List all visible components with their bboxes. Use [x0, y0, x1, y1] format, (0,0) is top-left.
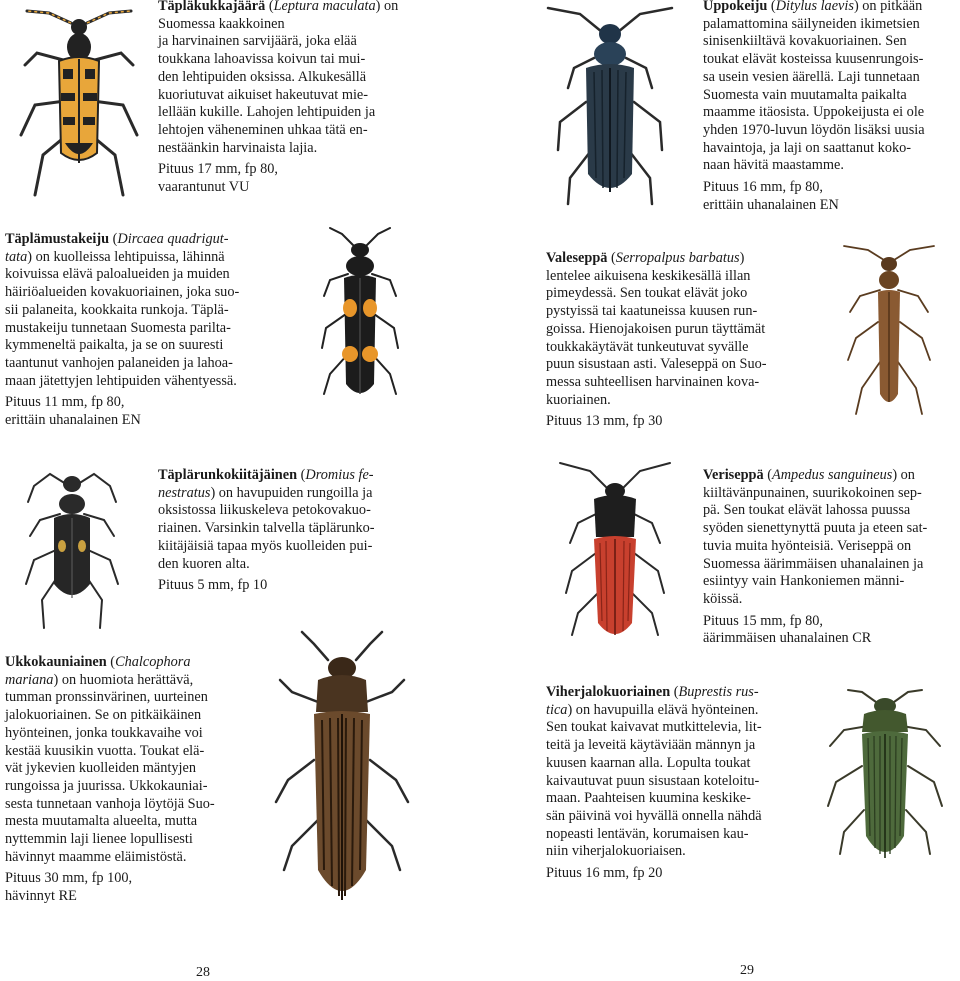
species-name: Täplärunkokiitäjäinen — [158, 467, 298, 483]
text-line: tuvia muita hyönteisiä. Veriseppä on — [703, 537, 912, 554]
page-number-left: 28 — [196, 965, 210, 980]
species-size: Pituus 13 mm, fp 30 — [546, 413, 663, 430]
text-line: goissa. Hienojakoisen purun täyttämät — [546, 320, 766, 337]
species-latin-name: Buprestis rus- — [678, 684, 759, 700]
text-line: messa suhteellisen harvinainen kova- — [546, 373, 760, 390]
text-line: maan. Paahteisen kuumina keskike- — [546, 790, 751, 807]
text-line: on pitkään — [862, 0, 923, 14]
species-size: Pituus 15 mm, fp 80, — [703, 612, 823, 629]
text-line: pimeydessä. Sen toukat elävät joko — [546, 285, 748, 302]
text-line: teitä ja leveitä käytäviään männyn ja — [546, 737, 756, 754]
text-line: on huomiota herättävä, — [61, 671, 194, 688]
serropalpus-barbatus-illustration — [832, 242, 947, 422]
species-size: Pituus 30 mm, fp 100, — [5, 870, 133, 887]
text-line: riainen. Varsinkin talvella täplärunko- — [158, 520, 375, 537]
serropalpus-barbatus-description: Valeseppä (Serropalpus barbatus) lentelee aikuisena keskikesällä illan pimeydessä. Sen toukat elävät joko pystyissä tai kaatuneissa kuusen run- goissa. Hienojakoisen purun täyttämät toukkakäytävät tunkeutuvat syvälle puun sisustaan asti. Valeseppä on Suo- messa suhteellisen harvinainen kova- kuoriainen. Pituus 13 mm, fp 30 — [546, 250, 796, 431]
text-line: maamme itäosista. Uppokeijusta ei ole — [703, 104, 925, 121]
ampedus-sanguineus-description: Veriseppä (Ampedus sanguineus) on kiiltävänpunainen, suurikokoinen sep- pä. Sen toukat elävät lahossa puussa syöden sienettynyttä puuta ja eteen sat- tuvia muita hyönteisiä. Veriseppä on Suomessa äärimmäisen uhanalainen ja esiintyy vain Hankoniemen männi- köissä. Pituus 15 mm, fp 80, äärimmäisen uhanalainen CR — [703, 467, 958, 648]
species-latin-name: Dromius fe- — [305, 467, 374, 483]
species-name: Uppokeiju — [703, 0, 768, 14]
species-latin-name-cont: tata — [5, 248, 28, 265]
leptura-maculata-illustration — [5, 5, 153, 200]
text-line: nyttemmin laji lienee lopullisesti — [5, 831, 193, 848]
text-line: Suomesta vain muutamalta paikalta — [703, 86, 907, 103]
text-line: sa usein vesien äärellä. Laji tunnetaan — [703, 68, 920, 85]
species-name: Veriseppä — [703, 467, 764, 483]
species-name: Ukkokauniainen — [5, 654, 107, 670]
species-size: Pituus 16 mm, fp 20 — [546, 865, 663, 882]
text-line: on Suomessa kaakkoinen — [158, 0, 399, 32]
text-line: kuoriutuvat aikuiset hakeutuvat mie- — [158, 86, 369, 103]
species-latin-name: Dircaea quadrigut- — [117, 231, 229, 247]
dircaea-quadriguttata-description: Täplämustakeiju (Dircaea quadrigut- tata) on kuolleissa lehtipuissa, lähinnä koivuissa elävä paloalueiden ja muiden häiriöalueiden kovakuoriainen, joka suo- sii palaneita, kookkaita runkoja. Täplä- mustakeiju tunnetaan Suomesta parilta- kymmeneltä paikalta, ja se on suuresti taantunut vanhojen palaneiden ja lahoa- maan jätettyjen lehtipuiden vähentyessä. Pituus 11 mm, fp 80, erittäin uhanalainen EN — [5, 231, 300, 430]
page-number-right: 29 — [740, 963, 754, 978]
leptura-maculata-description: Täpläkukkajäärä (Leptura maculata) on Suomessa kaakkoinen ja harvinainen sarvijäärä, joka elää toukkana lahoavissa koivun tai mui- den lehtipuiden oksissa. Alkukesällä kuoriutuvat aikuiset hakeutuvat mie- lellään kukille. Lahojen lehtipuiden ja lehtojen väheneminen uhkaa tätä en- nestäänkin harvinaista lajia. Pituus 17 mm, fp 80, vaarantunut VU — [158, 0, 408, 197]
text-line: toukkana lahoavissa koivun tai mui- — [158, 51, 366, 68]
text-line: taantunut vanhojen palaneiden ja lahoa- — [5, 354, 233, 371]
text-line: lehtojen väheneminen uhkaa tätä en- — [158, 121, 368, 138]
text-line: esiintyy vain Hankoniemen männi- — [703, 573, 905, 590]
ditylus-laevis-illustration — [540, 2, 680, 212]
text-line: rungoissa ja juurissa. Ukkokauniai- — [5, 777, 208, 794]
species-size: Pituus 5 mm, fp 10 — [158, 577, 268, 594]
text-line: koivuissa elävä paloalueiden ja muiden — [5, 266, 230, 283]
text-line: on kuolleissa lehtipuissa, lähinnä — [35, 248, 225, 265]
species-name: Täplämustakeiju — [5, 231, 110, 247]
text-line: yhden 1970-luvun löydön lisäksi uusia — [703, 121, 925, 138]
buprestis-rustica-description: Viherjalokuoriainen (Buprestis rus- tica) on havupuilla elävä hyönteinen. Sen toukat kaivavat mutkittelevia, lit- teitä ja leveitä käytäviään männyn ja kuusen kaarnan alla. Lopulta toukat kaivautuvat puun sisustaan koteloitu- maan. Paahteisen kuumina keskike- sän päivinä voi hyvällä onnella nähdä nopeasti lentävän, korumaisen kau- niin viherjalokuoriaisen. Pituus 16 mm, fp 20 — [546, 684, 796, 883]
ampedus-sanguineus-illustration — [550, 453, 680, 643]
text-line: tumman pronssinvärinen, uurteinen — [5, 689, 208, 706]
species-status: erittäin uhanalainen EN — [5, 412, 141, 429]
text-line: kuoriainen. — [546, 391, 611, 408]
text-line: nopeasti lentävän, korumaisen kau- — [546, 825, 749, 842]
text-line: Suomessa äärimmäisen uhanalainen ja — [703, 555, 924, 572]
species-size: Pituus 11 mm, fp 80, — [5, 394, 125, 411]
species-name: Viherjalokuoriainen — [546, 684, 671, 700]
text-line: on — [900, 467, 915, 483]
text-line: maan jätettyjen lehtipuiden vähentyessä. — [5, 372, 237, 389]
text-line: kaivautuvat puun sisustaan koteloitu- — [546, 772, 760, 789]
text-line: pä. Sen toukat elävät lahossa puussa — [703, 502, 911, 519]
species-latin-name-cont: tica — [546, 701, 568, 718]
text-line: puun sisustaan asti. Valeseppä on Suo- — [546, 356, 767, 373]
species-status: vaarantunut VU — [158, 179, 250, 196]
text-line: sesta tunnetaan vanhoja löytöjä Suo- — [5, 795, 215, 812]
text-line: mesta muutamalta alueelta, mutta — [5, 813, 198, 830]
species-size: Pituus 17 mm, fp 80, — [158, 161, 278, 178]
species-latin-name: Ditylus laevis — [775, 0, 854, 14]
dircaea-quadriguttata-illustration — [312, 224, 407, 406]
species-latin-name: Leptura maculata — [273, 0, 376, 14]
text-line: nestäänkin harvinaista lajia. — [158, 139, 318, 156]
text-line: oksistossa liikuskeleva petokovakuo- — [158, 502, 371, 519]
text-line: palamattomina säilyneiden ikimetsien — [703, 15, 920, 32]
species-latin-name: Serropalpus barbatus — [615, 250, 740, 266]
text-line: kuusen kaarnan alla. Lopulta toukat — [546, 754, 751, 771]
text-line: hyönteinen, jonka toukkavaihe voi — [5, 724, 203, 741]
chalcophora-mariana-description: Ukkokauniainen (Chalcophora mariana) on huomiota herättävä, tumman pronssinvärinen, uurteinen jalokuoriainen. Se on pitkäikäinen hyönteinen, jonka toukkavaihe voi kestää kuusikin vuotta. Toukat elä- vät jykevien kuolleiden mäntyjen rungoissa ja juurissa. Ukkokauniai- sesta tunnetaan vanhoja löytöjä Suo- mesta muutamalta alueelta, mutta nyttemmin laji lienee lopullisesti hävinnyt maamme eläimistöstä. Pituus 30 mm, fp 100, hävinnyt RE — [5, 654, 250, 906]
buprestis-rustica-illustration — [818, 686, 953, 866]
text-line: on havupuilla elävä hyönteinen. — [575, 701, 759, 718]
species-latin-name: Chalcophora — [115, 654, 191, 670]
text-line: kiitäjäisiä tapaa myös kuolleiden pui- — [158, 537, 373, 554]
text-line: vät jykevien kuolleiden mäntyjen — [5, 760, 196, 777]
text-line: den kuoren alta. — [158, 555, 250, 572]
text-line: sii palaneita, kookkaita runkoja. Täplä- — [5, 301, 229, 318]
text-line: jalokuoriainen. Se on pitkäikäinen — [5, 707, 202, 724]
text-line: kestää kuusikin vuotta. Toukat elä- — [5, 742, 205, 759]
dromius-fenestratus-illustration — [20, 466, 125, 636]
text-line: toukkakäytävät tunkeutuvat syvälle — [546, 338, 749, 355]
species-latin-name-cont: nestratus — [158, 484, 211, 501]
text-line: niin viherjalokuoriaisen. — [546, 843, 686, 860]
species-latin-name: Ampedus sanguineus — [771, 467, 893, 483]
text-line: kiiltävänpunainen, suurikokoinen sep- — [703, 484, 922, 501]
text-line: köissä. — [703, 590, 743, 607]
species-name: Täpläkukkajäärä — [158, 0, 266, 14]
text-line: on havupuiden rungoilla ja — [218, 484, 373, 501]
text-line: hävinnyt maamme eläimistöstä. — [5, 848, 187, 865]
species-name: Valeseppä — [546, 250, 608, 266]
dromius-fenestratus-description: Täplärunkokiitäjäinen (Dromius fe- nestratus) on havupuiden rungoilla ja oksistossa liikuskeleva petokovakuo- riainen. Varsinkin talvella täplärunko- kiitäjäisiä tapaa myös kuolleiden pui- den kuoren alta. Pituus 5 mm, fp 10 — [158, 467, 413, 595]
text-line: den lehtipuiden oksissa. Alkukesällä — [158, 68, 367, 85]
text-line: Sen toukat kaivavat mutkittelevia, lit- — [546, 719, 762, 736]
ditylus-laevis-description: Uppokeiju (Ditylus laevis) on pitkään palamattomina säilyneiden ikimetsien sinisenkiiltävä kovakuoriainen. Sen toukat elävät kosteissa kuusenrungois- sa usein vesien äärellä. Laji tunnetaan Suomesta vain muutamalta paikalta maamme itäosista. Uppokeijusta ei ole yhden 1970-luvun löydön lisäksi uusia havaintoja, ja laji on saattanut koko- naan hävitä maastamme. Pituus 16 mm, fp 80, erittäin uhanalainen EN — [703, 0, 958, 214]
text-line: havaintoja, ja laji on saattanut koko- — [703, 139, 912, 156]
text-line: sän päivinä voi hyvällä onnella nähdä — [546, 807, 762, 824]
text-line: ja harvinainen sarvijäärä, joka elää — [158, 33, 357, 50]
text-line: pystyissä tai kaatuneissa kuusen run- — [546, 303, 758, 320]
text-line: mustakeiju tunnetaan Suomesta parilta- — [5, 319, 231, 336]
text-line: syöden sienettynyttä puuta ja eteen sat- — [703, 520, 928, 537]
chalcophora-mariana-illustration — [262, 630, 422, 915]
text-line: toukat elävät kosteissa kuusenrungois- — [703, 51, 924, 68]
text-line: lellään kukille. Lahojen lehtipuiden ja — [158, 104, 376, 121]
text-line: lentelee aikuisena keskikesällä illan — [546, 267, 751, 284]
species-size: Pituus 16 mm, fp 80, — [703, 179, 823, 196]
species-status: hävinnyt RE — [5, 888, 77, 905]
text-line: kymmeneltä paikalta, ja se on suuresti — [5, 337, 224, 354]
species-latin-name-cont: mariana — [5, 671, 54, 688]
text-line: sinisenkiiltävä kovakuoriainen. Sen — [703, 33, 907, 50]
text-line: häiriöalueiden kovakuoriainen, joka suo- — [5, 284, 240, 301]
text-line: naan hävitä maastamme. — [703, 157, 844, 174]
species-status: äärimmäisen uhanalainen CR — [703, 630, 872, 647]
species-status: erittäin uhanalainen EN — [703, 196, 839, 213]
